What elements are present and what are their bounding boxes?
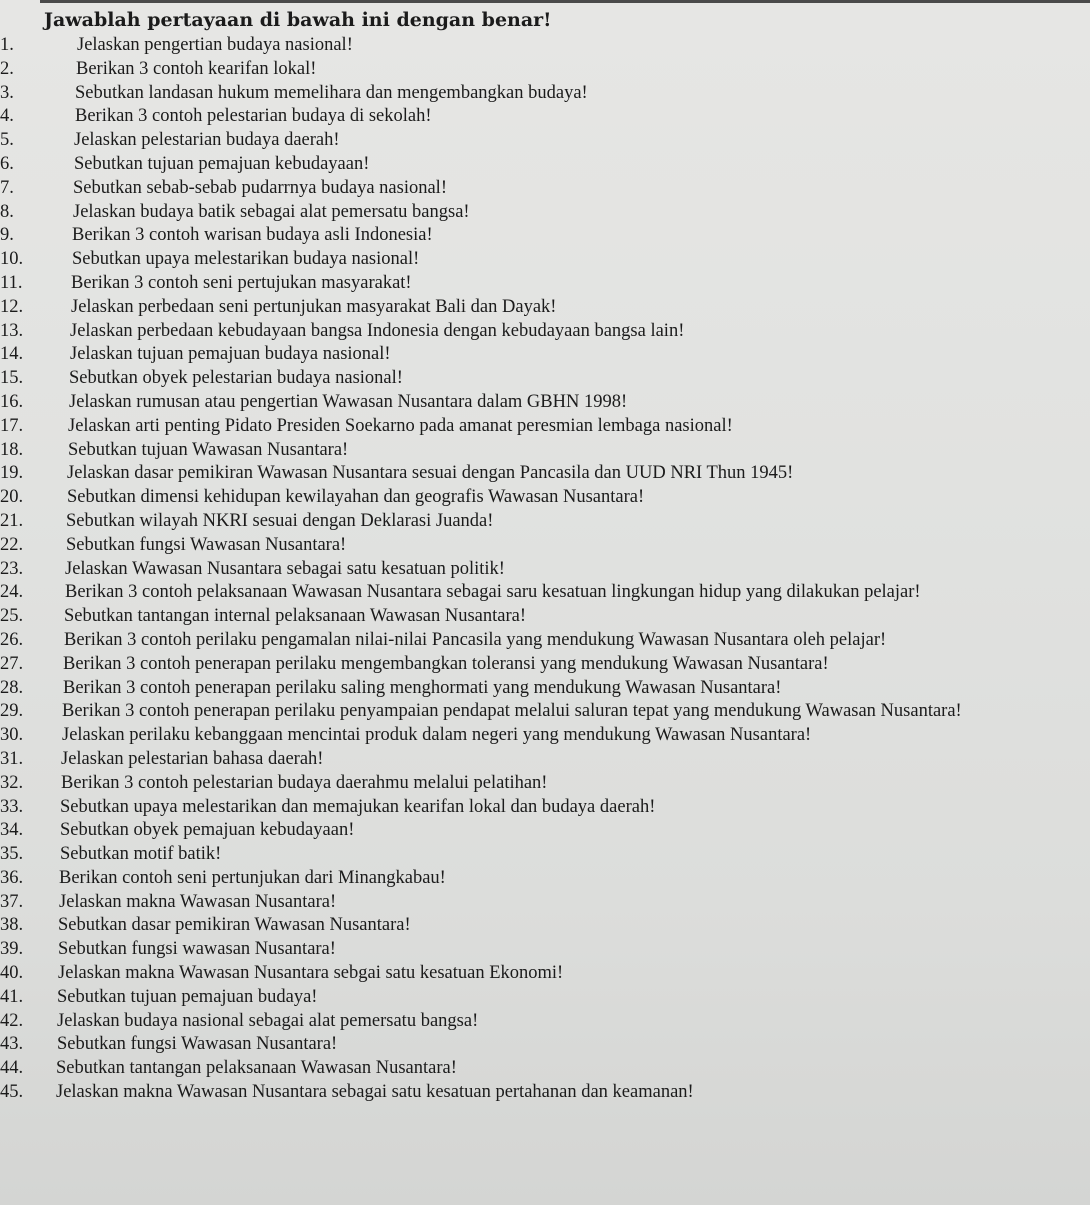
question-item: [0, 296, 1090, 320]
question-text: Sebutkan fungsi wawasan Nusantara!: [58, 939, 336, 960]
question-number: 25.: [0, 606, 24, 627]
question-number: 41.: [0, 986, 24, 1007]
question-item: [0, 1033, 1090, 1057]
question-text: Jelaskan pengertian budaya nasional!: [77, 35, 353, 55]
question-text: Berikan 3 contoh perilaku pengamalan nilai-nilai Pancasila yang mendukung Wawasan Nusantara oleh pelajar!: [64, 629, 887, 650]
question-text: Jelaskan rumusan atau pengertian Wawasan Nusantara dalam GBHN 1998!: [69, 391, 628, 412]
question-number: 10.: [0, 249, 24, 270]
question-text: Sebutkan landasan hukum memelihara dan mengembangkan budaya!: [75, 82, 588, 103]
question-number: 36.: [0, 867, 24, 888]
question-number: 7.: [0, 177, 14, 198]
question-item: [0, 677, 1090, 701]
question-number: 19.: [0, 463, 24, 484]
question-item: [0, 248, 1090, 272]
question-number: 12.: [0, 296, 24, 317]
question-item: [0, 986, 1090, 1010]
question-item: [0, 320, 1090, 344]
question-number: 27.: [0, 653, 24, 674]
question-number: 11.: [0, 272, 23, 293]
question-text: Sebutkan motif batik!: [60, 844, 222, 865]
question-number: 28.: [0, 677, 24, 698]
question-text: Berikan contoh seni pertunjukan dari Minangkabau!: [59, 867, 446, 888]
question-number: 1.: [0, 35, 14, 55]
question-number: 35.: [0, 844, 24, 865]
question-number: 14.: [0, 344, 24, 365]
question-number: 3.: [0, 82, 14, 103]
question-number: 33.: [0, 796, 24, 817]
question-item: [0, 653, 1090, 677]
question-item: [0, 58, 1090, 82]
question-item: [0, 819, 1090, 843]
question-text: Jelaskan perilaku kebanggaan mencintai produk dalam negeri yang mendukung Wawasan Nusantara!: [62, 725, 812, 746]
question-text: Sebutkan dimensi kehidupan kewilayahan dan geografis Wawasan Nusantara!: [67, 487, 645, 508]
question-text: Sebutkan upaya melestarikan dan memajukan kearifan lokal dan budaya daerah!: [60, 796, 656, 817]
question-item: [0, 1081, 1090, 1105]
question-item: [0, 153, 1090, 177]
page-top-rule: [40, 0, 1090, 3]
question-item: [0, 462, 1090, 486]
question-item: [0, 534, 1090, 558]
question-number: 45.: [0, 1082, 24, 1103]
question-text: Sebutkan tantangan pelaksanaan Wawasan Nusantara!: [56, 1058, 457, 1079]
question-item: [0, 843, 1090, 867]
question-text: Jelaskan makna Wawasan Nusantara sebgai satu kesatuan Ekonomi!: [58, 963, 564, 984]
question-item: [0, 224, 1090, 248]
question-number: 6.: [0, 153, 14, 174]
question-text: Sebutkan tujuan pemajuan kebudayaan!: [74, 153, 370, 174]
question-item: [0, 938, 1090, 962]
question-item: [0, 605, 1090, 629]
question-number: 13.: [0, 320, 24, 341]
question-number: 24.: [0, 582, 24, 603]
question-text: Jelaskan budaya batik sebagai alat pemersatu bangsa!: [73, 201, 470, 222]
question-item: [0, 629, 1090, 653]
question-text: Jelaskan makna Wawasan Nusantara!: [59, 891, 337, 912]
question-item: [0, 129, 1090, 153]
question-item: [0, 796, 1090, 820]
question-text: Jelaskan perbedaan kebudayaan bangsa Indonesia dengan kebudayaan bangsa lain!: [70, 320, 685, 341]
question-text: Berikan 3 contoh penerapan perilaku penyampaian pendapat melalui saluran tepat yang mendukung Wawasan Nusantara!: [62, 701, 962, 722]
question-text: Jelaskan makna Wawasan Nusantara sebagai satu kesatuan pertahanan dan keamanan!: [56, 1082, 694, 1103]
question-number: 5.: [0, 130, 14, 151]
question-text: Sebutkan tujuan Wawasan Nusantara!: [68, 439, 349, 460]
question-number: 9.: [0, 225, 14, 246]
question-number: 26.: [0, 629, 24, 650]
question-item: [0, 272, 1090, 296]
question-number: 39.: [0, 939, 24, 960]
question-text: Sebutkan obyek pelestarian budaya nasional!: [69, 368, 403, 389]
question-number: 37.: [0, 891, 24, 912]
question-text: Berikan 3 contoh pelestarian budaya di sekolah!: [75, 106, 432, 127]
question-text: Sebutkan wilayah NKRI sesuai dengan Deklarasi Juanda!: [66, 510, 494, 531]
question-text: Jelaskan Wawasan Nusantara sebagai satu kesatuan politik!: [65, 558, 505, 579]
question-item: [0, 748, 1090, 772]
question-text: Jelaskan perbedaan seni pertunjukan masyarakat Bali dan Dayak!: [71, 296, 557, 317]
question-sheet: [0, 6, 1090, 1105]
question-text: Jelaskan pelestarian bahasa daerah!: [61, 748, 324, 769]
question-text: Berikan 3 contoh pelestarian budaya daerahmu melalui pelatihan!: [61, 772, 548, 793]
question-text: Sebutkan upaya melestarikan budaya nasional!: [72, 249, 420, 270]
question-text: Jelaskan arti penting Pidato Presiden Soekarno pada amanat peresmian lembaga nasional!: [68, 415, 733, 436]
question-text: Berikan 3 contoh pelaksanaan Wawasan Nusantara sebagai saru kesatuan lingkungan hidup yang dilakukan pelajar!: [65, 582, 921, 603]
question-item: [0, 700, 1090, 724]
question-item: [0, 891, 1090, 915]
question-number: 15.: [0, 368, 24, 389]
question-text: Sebutkan fungsi Wawasan Nusantara!: [66, 534, 347, 555]
question-item: [0, 867, 1090, 891]
question-item: [0, 510, 1090, 534]
question-list: [0, 34, 1090, 1105]
page-title: Jawablah pertayaan di bawah ini dengan benar!: [44, 9, 552, 31]
question-text: Jelaskan dasar pemikiran Wawasan Nusantara sesuai dengan Pancasila dan UUD NRI Thun 1945!: [67, 463, 794, 484]
question-item: [0, 415, 1090, 439]
question-item: [0, 343, 1090, 367]
question-number: 17.: [0, 415, 24, 436]
question-text: Jelaskan tujuan pemajuan budaya nasional!: [70, 344, 391, 365]
question-text: Berikan 3 contoh penerapan perilaku saling menghormati yang mendukung Wawasan Nusantara!: [63, 677, 782, 698]
question-number: 22.: [0, 534, 24, 555]
question-item: [0, 962, 1090, 986]
question-text: Sebutkan tantangan internal pelaksanaan Wawasan Nusantara!: [64, 606, 527, 627]
question-number: 2.: [0, 58, 14, 79]
question-item: [0, 1057, 1090, 1081]
question-text: Jelaskan pelestarian budaya daerah!: [74, 130, 340, 151]
question-text: Sebutkan tujuan pemajuan budaya!: [57, 986, 318, 1007]
question-number: 40.: [0, 963, 24, 984]
question-item: [0, 772, 1090, 796]
question-item: [0, 34, 1090, 58]
question-item: [0, 82, 1090, 106]
question-number: 43.: [0, 1034, 24, 1055]
question-text: Sebutkan dasar pemikiran Wawasan Nusantara!: [58, 915, 411, 936]
question-text: Sebutkan sebab-sebab pudarrnya budaya nasional!: [73, 177, 447, 198]
question-number: 42.: [0, 1010, 24, 1031]
question-number: 31.: [0, 748, 24, 769]
question-item: [0, 914, 1090, 938]
question-text: Berikan 3 contoh seni pertujukan masyarakat!: [71, 272, 412, 293]
question-item: [0, 724, 1090, 748]
question-text: Berikan 3 contoh warisan budaya asli Indonesia!: [72, 225, 433, 246]
question-item: [0, 1010, 1090, 1034]
question-text: Sebutkan obyek pemajuan kebudayaan!: [60, 820, 355, 841]
question-number: 38.: [0, 915, 24, 936]
question-item: [0, 391, 1090, 415]
question-item: [0, 439, 1090, 463]
question-item: [0, 558, 1090, 582]
question-text: Sebutkan fungsi Wawasan Nusantara!: [57, 1034, 338, 1055]
question-text: Berikan 3 contoh penerapan perilaku mengembangkan toleransi yang mendukung Wawasan Nusantara!: [63, 653, 829, 674]
question-number: 20.: [0, 487, 24, 508]
question-number: 16.: [0, 391, 24, 412]
question-item: [0, 581, 1090, 605]
question-item: [0, 367, 1090, 391]
question-item: [0, 177, 1090, 201]
question-number: 29.: [0, 701, 24, 722]
question-number: 34.: [0, 820, 24, 841]
question-text: Berikan 3 contoh kearifan lokal!: [76, 58, 317, 79]
question-number: 44.: [0, 1058, 24, 1079]
question-number: 30.: [0, 725, 24, 746]
question-number: 32.: [0, 772, 24, 793]
question-number: 18.: [0, 439, 24, 460]
question-number: 8.: [0, 201, 14, 222]
question-number: 4.: [0, 106, 14, 127]
question-number: 23.: [0, 558, 24, 579]
question-number: 21.: [0, 510, 24, 531]
question-item: [0, 105, 1090, 129]
question-item: [0, 201, 1090, 225]
question-item: [0, 486, 1090, 510]
question-text: Jelaskan budaya nasional sebagai alat pemersatu bangsa!: [57, 1010, 479, 1031]
